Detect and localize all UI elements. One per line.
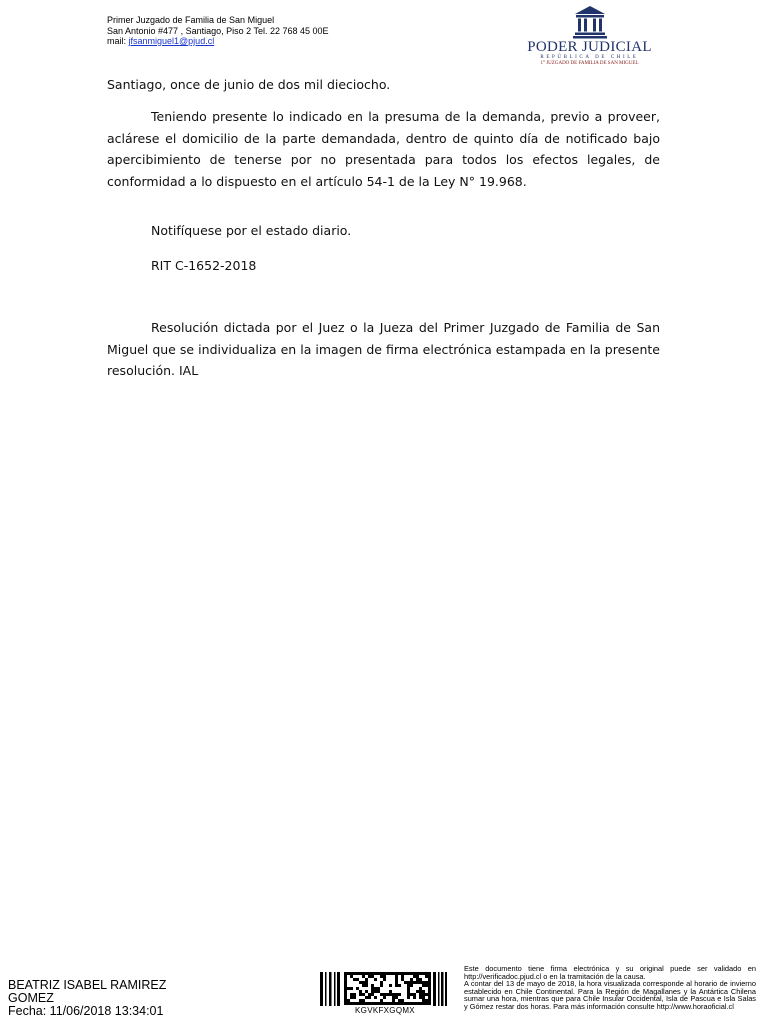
mail-label: mail: xyxy=(107,36,129,46)
court-mail-line xyxy=(107,36,329,47)
signer-name-line-1: BEATRIZ ISABEL RAMIREZ xyxy=(8,978,167,992)
logo-title: PODER JUDICIAL xyxy=(527,39,652,55)
signer-name-line-2: GOMEZ xyxy=(8,991,54,1005)
legal-timezone-text: A contar del 13 de mayo de 2018, la hora visualizada corresponde al horario de invierno establecido en Chile Continental. Para la Región de Magallanes y la Antártica Chilena sumar una hora, mientras que para Chile Insular Occidental, Isla de Pascua e Isla Salas y Gómez restar dos horas. Para más información consulte http://www.horaoficial.cl xyxy=(464,979,756,1011)
verification-code: KGVKFXGQMX xyxy=(355,1006,415,1015)
legal-validation-text: Este documento tiene firma electrónica y su original puede ser validado en http://verificadoc.pjud.cl o en la tramitación de la causa. xyxy=(464,964,756,981)
notify-line: Notifíquese por el estado diario. xyxy=(151,223,352,238)
resolution-paragraph: Teniendo presente lo indicado en la presuma de la demanda, previo a proveer, aclárese el domicilio de la parte demandada, dentro de quinto día de notificado bajo apercibimiento de tenerse por no presentada para todos los efectos legales, de conformidad a lo dispuesto en el artículo 54-1 de la Ley N° 19.968. xyxy=(107,109,660,189)
mail-link[interactable]: jfsanmiguel1@pjud.cl xyxy=(128,36,215,46)
rit-number: RIT C-1652-2018 xyxy=(151,258,257,273)
date-line: Santiago, once de junio de dos mil dieciocho. xyxy=(107,77,391,92)
signer-block xyxy=(8,979,166,1018)
legal-notice xyxy=(464,965,756,1011)
court-header xyxy=(107,15,329,47)
court-name: Primer Juzgado de Familia de San Miguel xyxy=(107,15,275,25)
court-address: San Antonio #477 , Santiago, Piso 2 Tel. 22 768 45 00E xyxy=(107,25,329,36)
poder-judicial-logo xyxy=(522,5,657,71)
logo-subtitle: REPÚBLICA DE CHILE xyxy=(540,55,639,60)
courthouse-icon xyxy=(572,5,608,39)
signed-date: Fecha: 11/06/2018 13:34:01 xyxy=(8,1004,164,1018)
signature-statement: Resolución dictada por el Juez o la Jueza del Primer Juzgado de Familia de San Miguel que se individualiza en la imagen de firma electrónica estampada en la presente resolución. IAL xyxy=(107,320,660,378)
logo-court: 1° JUZGADO DE FAMILIA DE SAN MIGUEL xyxy=(540,61,639,66)
